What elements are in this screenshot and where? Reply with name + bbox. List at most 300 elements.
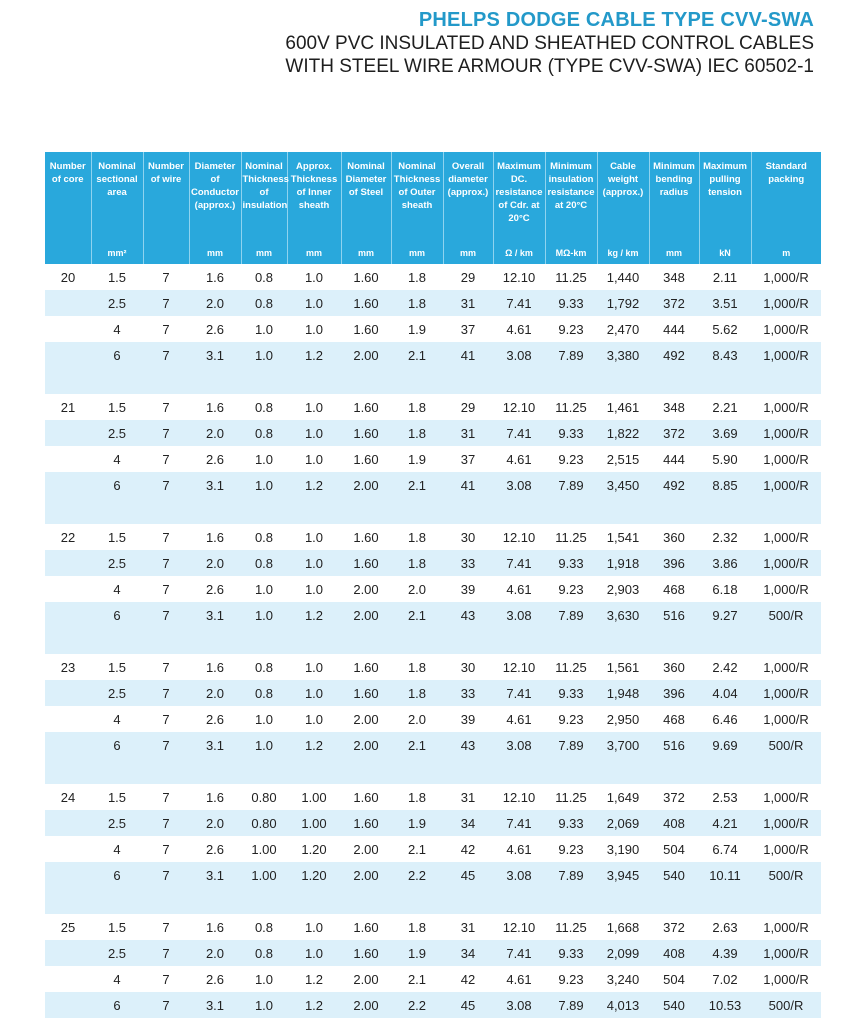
table-cell: 3.1 xyxy=(189,472,241,498)
table-row xyxy=(45,966,821,992)
table-cell: 33 xyxy=(443,550,493,576)
table-cell: 2.00 xyxy=(341,732,391,758)
table-cell: 4 xyxy=(91,446,143,472)
table-cell: 7 xyxy=(143,706,189,732)
core-count-cell xyxy=(45,576,91,602)
table-cell: 4.61 xyxy=(493,706,545,732)
core-count-cell xyxy=(45,316,91,342)
table-cell: 1,792 xyxy=(597,290,649,316)
table-cell: 1,000/R xyxy=(751,524,821,550)
table-cell: 2.0 xyxy=(391,576,443,602)
table-row xyxy=(45,914,821,940)
table-cell: 1.0 xyxy=(241,732,287,758)
table-cell: 41 xyxy=(443,342,493,368)
table-cell: 3.1 xyxy=(189,992,241,1018)
table-cell: 2.11 xyxy=(699,264,751,290)
table-cell: 2.1 xyxy=(391,836,443,862)
group-spacer-row xyxy=(45,368,821,394)
table-cell: 0.8 xyxy=(241,940,287,966)
column-header: Minimum insulation resistance at 20°C xyxy=(545,152,597,242)
table-cell: 7 xyxy=(143,680,189,706)
table-cell: 1.6 xyxy=(189,394,241,420)
table-cell: 4 xyxy=(91,576,143,602)
table-cell: 492 xyxy=(649,342,699,368)
table-cell: 0.8 xyxy=(241,264,287,290)
table-cell: 492 xyxy=(649,472,699,498)
table-cell: 396 xyxy=(649,680,699,706)
table-cell: 7.41 xyxy=(493,940,545,966)
table-cell: 7 xyxy=(143,992,189,1018)
table-cell: 6 xyxy=(91,992,143,1018)
table-cell: 372 xyxy=(649,420,699,446)
table-cell: 1.6 xyxy=(189,524,241,550)
table-cell: 3.08 xyxy=(493,732,545,758)
table-row xyxy=(45,264,821,290)
core-count-cell: 21 xyxy=(45,394,91,420)
column-unit: kN xyxy=(699,242,751,264)
column-unit: Ω / km xyxy=(493,242,545,264)
table-cell: 2.1 xyxy=(391,472,443,498)
table-cell: 1,000/R xyxy=(751,264,821,290)
group-spacer-row xyxy=(45,628,821,654)
table-cell: 45 xyxy=(443,992,493,1018)
table-cell: 1.2 xyxy=(287,992,341,1018)
table-cell: 1,000/R xyxy=(751,290,821,316)
table-cell: 2.6 xyxy=(189,836,241,862)
table-row xyxy=(45,706,821,732)
table-cell: 7.89 xyxy=(545,472,597,498)
column-header: Nominal sectional area xyxy=(91,152,143,242)
table-cell: 7.41 xyxy=(493,680,545,706)
column-header: Cable weight (approx.) xyxy=(597,152,649,242)
table-cell: 1,000/R xyxy=(751,836,821,862)
table-cell: 516 xyxy=(649,732,699,758)
table-cell: 1,822 xyxy=(597,420,649,446)
table-cell: 1.8 xyxy=(391,550,443,576)
table-cell: 3.1 xyxy=(189,862,241,888)
table-cell: 10.11 xyxy=(699,862,751,888)
table-cell: 6 xyxy=(91,862,143,888)
core-count-cell xyxy=(45,992,91,1018)
table-cell: 1,000/R xyxy=(751,342,821,368)
table-cell: 2.00 xyxy=(341,992,391,1018)
table-cell: 30 xyxy=(443,654,493,680)
table-cell: 1,440 xyxy=(597,264,649,290)
table-cell: 1.60 xyxy=(341,940,391,966)
column-header: Maximum pulling tension xyxy=(699,152,751,242)
table-cell: 12.10 xyxy=(493,524,545,550)
table-cell: 6 xyxy=(91,732,143,758)
table-cell: 4,013 xyxy=(597,992,649,1018)
table-cell: 2.2 xyxy=(391,992,443,1018)
table-cell: 1.8 xyxy=(391,394,443,420)
column-unit: mm xyxy=(287,242,341,264)
table-cell: 7 xyxy=(143,732,189,758)
table-cell: 7 xyxy=(143,420,189,446)
table-cell: 12.10 xyxy=(493,264,545,290)
table-cell: 6.46 xyxy=(699,706,751,732)
table-cell: 2.0 xyxy=(189,680,241,706)
table-cell: 1.8 xyxy=(391,264,443,290)
table-row xyxy=(45,862,821,888)
table-cell: 1.9 xyxy=(391,446,443,472)
core-count-cell xyxy=(45,966,91,992)
table-cell: 1,000/R xyxy=(751,394,821,420)
table-cell: 6.74 xyxy=(699,836,751,862)
table-cell: 3,700 xyxy=(597,732,649,758)
table-row xyxy=(45,654,821,680)
table-cell: 4.61 xyxy=(493,966,545,992)
table-cell: 1.0 xyxy=(241,992,287,1018)
table-cell: 372 xyxy=(649,784,699,810)
table-cell: 4 xyxy=(91,706,143,732)
table-cell: 3.08 xyxy=(493,342,545,368)
table-cell: 2.5 xyxy=(91,290,143,316)
table-cell: 1.5 xyxy=(91,654,143,680)
table-cell: 1.00 xyxy=(287,810,341,836)
table-cell: 3,630 xyxy=(597,602,649,628)
table-cell: 408 xyxy=(649,940,699,966)
table-cell: 2.42 xyxy=(699,654,751,680)
table-cell: 2.1 xyxy=(391,342,443,368)
table-cell: 11.25 xyxy=(545,914,597,940)
table-cell: 2.6 xyxy=(189,706,241,732)
table-cell: 7 xyxy=(143,342,189,368)
table-cell: 4.21 xyxy=(699,810,751,836)
table-row xyxy=(45,550,821,576)
table-row xyxy=(45,524,821,550)
table-cell: 360 xyxy=(649,654,699,680)
table-row xyxy=(45,576,821,602)
core-count-cell: 22 xyxy=(45,524,91,550)
table-cell: 1.60 xyxy=(341,264,391,290)
table-cell: 1.60 xyxy=(341,524,391,550)
table-cell: 3.08 xyxy=(493,472,545,498)
table-cell: 10.53 xyxy=(699,992,751,1018)
table-cell: 9.69 xyxy=(699,732,751,758)
column-unit: mm xyxy=(391,242,443,264)
table-cell: 2.6 xyxy=(189,446,241,472)
table-cell: 12.10 xyxy=(493,914,545,940)
table-cell: 1.2 xyxy=(287,472,341,498)
column-header: Nominal Thickness of insulation xyxy=(241,152,287,242)
table-cell: 1,561 xyxy=(597,654,649,680)
table-cell: 1.0 xyxy=(241,706,287,732)
table-cell: 7 xyxy=(143,524,189,550)
table-cell: 2.00 xyxy=(341,862,391,888)
table-cell: 4 xyxy=(91,316,143,342)
table-cell: 1.0 xyxy=(287,290,341,316)
table-row xyxy=(45,472,821,498)
table-cell: 500/R xyxy=(751,992,821,1018)
table-cell: 31 xyxy=(443,420,493,446)
table-cell: 1.8 xyxy=(391,420,443,446)
table-cell: 500/R xyxy=(751,862,821,888)
core-count-cell: 23 xyxy=(45,654,91,680)
table-cell: 372 xyxy=(649,914,699,940)
table-cell: 1,000/R xyxy=(751,784,821,810)
column-unit: mm xyxy=(341,242,391,264)
table-cell: 4.61 xyxy=(493,576,545,602)
column-unit xyxy=(143,242,189,264)
table-cell: 7 xyxy=(143,316,189,342)
table-cell: 1,000/R xyxy=(751,940,821,966)
table-cell: 43 xyxy=(443,732,493,758)
table-cell: 1.6 xyxy=(189,784,241,810)
table-cell: 3.69 xyxy=(699,420,751,446)
table-cell: 540 xyxy=(649,862,699,888)
core-count-cell: 24 xyxy=(45,784,91,810)
table-cell: 1,000/R xyxy=(751,316,821,342)
table-cell: 1.00 xyxy=(241,836,287,862)
table-cell: 11.25 xyxy=(545,654,597,680)
table-cell: 500/R xyxy=(751,602,821,628)
table-cell: 1.8 xyxy=(391,680,443,706)
table-cell: 7 xyxy=(143,862,189,888)
table-cell: 1,000/R xyxy=(751,966,821,992)
table-cell: 31 xyxy=(443,290,493,316)
core-count-cell xyxy=(45,602,91,628)
header-unit-row xyxy=(45,242,821,264)
table-cell: 7.89 xyxy=(545,342,597,368)
table-cell: 1.20 xyxy=(287,862,341,888)
column-unit: mm xyxy=(189,242,241,264)
table-cell: 42 xyxy=(443,836,493,862)
table-cell: 7 xyxy=(143,290,189,316)
table-cell: 3.51 xyxy=(699,290,751,316)
table-cell: 1.60 xyxy=(341,316,391,342)
core-count-cell xyxy=(45,810,91,836)
table-header xyxy=(45,152,821,264)
table-cell: 360 xyxy=(649,524,699,550)
table-cell: 1.5 xyxy=(91,264,143,290)
table-cell: 2.1 xyxy=(391,732,443,758)
table-cell: 6.18 xyxy=(699,576,751,602)
table-cell: 1.5 xyxy=(91,784,143,810)
table-cell: 2,903 xyxy=(597,576,649,602)
table-cell: 2.63 xyxy=(699,914,751,940)
core-count-cell: 20 xyxy=(45,264,91,290)
table-cell: 2.5 xyxy=(91,550,143,576)
table-cell: 7 xyxy=(143,472,189,498)
table-cell: 3,380 xyxy=(597,342,649,368)
table-cell: 1.0 xyxy=(287,316,341,342)
table-cell: 1.60 xyxy=(341,810,391,836)
table-cell: 3,450 xyxy=(597,472,649,498)
table-cell: 7 xyxy=(143,264,189,290)
table-cell: 9.23 xyxy=(545,836,597,862)
column-header: Overall diameter (approx.) xyxy=(443,152,493,242)
page-title: PHELPS DODGE CABLE TYPE CVV-SWA xyxy=(418,9,814,31)
table-cell: 1,000/R xyxy=(751,472,821,498)
table-cell: 37 xyxy=(443,446,493,472)
table-cell: 4.61 xyxy=(493,836,545,862)
table-cell: 3.1 xyxy=(189,602,241,628)
table-cell: 9.23 xyxy=(545,446,597,472)
core-count-cell xyxy=(45,420,91,446)
core-count-cell xyxy=(45,446,91,472)
core-count-cell xyxy=(45,680,91,706)
table-cell: 0.80 xyxy=(241,810,287,836)
table-cell: 1.9 xyxy=(391,940,443,966)
table-cell: 29 xyxy=(443,394,493,420)
table-cell: 1.60 xyxy=(341,654,391,680)
table-cell: 1.0 xyxy=(287,550,341,576)
table-cell: 7 xyxy=(143,940,189,966)
spacer-cell xyxy=(45,498,821,524)
table-cell: 2.6 xyxy=(189,576,241,602)
table-cell: 7.41 xyxy=(493,290,545,316)
table-cell: 7.02 xyxy=(699,966,751,992)
table-row xyxy=(45,836,821,862)
table-cell: 9.23 xyxy=(545,706,597,732)
table-cell: 7.41 xyxy=(493,420,545,446)
table-cell: 1.8 xyxy=(391,290,443,316)
table-row xyxy=(45,342,821,368)
table-cell: 0.8 xyxy=(241,420,287,446)
table-cell: 2,950 xyxy=(597,706,649,732)
table-cell: 1.0 xyxy=(287,524,341,550)
column-header: Nominal Thickness of Outer sheath xyxy=(391,152,443,242)
table-cell: 1,000/R xyxy=(751,420,821,446)
table-cell: 2.5 xyxy=(91,940,143,966)
table-cell: 1.8 xyxy=(391,654,443,680)
table-cell: 7.89 xyxy=(545,732,597,758)
table-cell: 1.2 xyxy=(287,342,341,368)
table-cell: 2.1 xyxy=(391,602,443,628)
table-cell: 7 xyxy=(143,576,189,602)
table-cell: 7 xyxy=(143,914,189,940)
table-cell: 516 xyxy=(649,602,699,628)
table-cell: 4.39 xyxy=(699,940,751,966)
table-cell: 500/R xyxy=(751,732,821,758)
table-cell: 468 xyxy=(649,576,699,602)
table-cell: 1,000/R xyxy=(751,706,821,732)
table-cell: 0.8 xyxy=(241,654,287,680)
table-cell: 5.62 xyxy=(699,316,751,342)
table-cell: 34 xyxy=(443,810,493,836)
table-cell: 444 xyxy=(649,316,699,342)
table-cell: 1.6 xyxy=(189,264,241,290)
table-cell: 2.1 xyxy=(391,966,443,992)
table-cell: 444 xyxy=(649,446,699,472)
table-cell: 7.41 xyxy=(493,810,545,836)
table-cell: 9.33 xyxy=(545,810,597,836)
table-cell: 2.00 xyxy=(341,602,391,628)
table-cell: 2.6 xyxy=(189,316,241,342)
table-cell: 2.00 xyxy=(341,472,391,498)
table-cell: 39 xyxy=(443,576,493,602)
table-cell: 39 xyxy=(443,706,493,732)
table-cell: 6 xyxy=(91,342,143,368)
table-cell: 1.0 xyxy=(287,680,341,706)
table-cell: 45 xyxy=(443,862,493,888)
table-cell: 7 xyxy=(143,966,189,992)
table-cell: 7 xyxy=(143,394,189,420)
table-cell: 2.21 xyxy=(699,394,751,420)
table-cell: 1.0 xyxy=(241,316,287,342)
column-unit: mm² xyxy=(91,242,143,264)
core-count-cell: 25 xyxy=(45,914,91,940)
table-cell: 1.0 xyxy=(241,602,287,628)
table-cell: 4.04 xyxy=(699,680,751,706)
table-cell: 31 xyxy=(443,914,493,940)
column-header: Maximum DC. resistance of Cdr. at 20°C xyxy=(493,152,545,242)
table-cell: 7 xyxy=(143,810,189,836)
table-cell: 9.23 xyxy=(545,966,597,992)
table-cell: 31 xyxy=(443,784,493,810)
table-cell: 11.25 xyxy=(545,524,597,550)
table-cell: 1,541 xyxy=(597,524,649,550)
table-cell: 2.0 xyxy=(189,290,241,316)
column-unit: mm xyxy=(443,242,493,264)
table-cell: 2.53 xyxy=(699,784,751,810)
table-cell: 1.0 xyxy=(241,342,287,368)
table-cell: 1.60 xyxy=(341,446,391,472)
table-cell: 9.33 xyxy=(545,420,597,446)
table-cell: 1.60 xyxy=(341,420,391,446)
table-cell: 1.9 xyxy=(391,316,443,342)
table-row xyxy=(45,680,821,706)
table-cell: 42 xyxy=(443,966,493,992)
table-cell: 1,668 xyxy=(597,914,649,940)
table-cell: 540 xyxy=(649,992,699,1018)
table-cell: 1.0 xyxy=(241,966,287,992)
table-cell: 468 xyxy=(649,706,699,732)
table-cell: 8.43 xyxy=(699,342,751,368)
table-cell: 0.8 xyxy=(241,914,287,940)
table-cell: 2.00 xyxy=(341,836,391,862)
table-cell: 7.89 xyxy=(545,602,597,628)
table-cell: 29 xyxy=(443,264,493,290)
table-cell: 7.89 xyxy=(545,992,597,1018)
table-cell: 9.23 xyxy=(545,576,597,602)
column-header: Nominal Diameter of Steel xyxy=(341,152,391,242)
table-cell: 1,461 xyxy=(597,394,649,420)
table-row xyxy=(45,784,821,810)
table-cell: 3.08 xyxy=(493,602,545,628)
table-cell: 5.90 xyxy=(699,446,751,472)
table-cell: 2.0 xyxy=(189,550,241,576)
table-cell: 1.60 xyxy=(341,784,391,810)
table-cell: 348 xyxy=(649,264,699,290)
table-cell: 1,649 xyxy=(597,784,649,810)
table-row xyxy=(45,940,821,966)
table-cell: 1,948 xyxy=(597,680,649,706)
table-cell: 1.2 xyxy=(287,966,341,992)
table-cell: 2,099 xyxy=(597,940,649,966)
table-cell: 1,918 xyxy=(597,550,649,576)
column-unit: MΩ-km xyxy=(545,242,597,264)
table-cell: 408 xyxy=(649,810,699,836)
table-cell: 1.0 xyxy=(287,654,341,680)
core-count-cell xyxy=(45,290,91,316)
table-cell: 12.10 xyxy=(493,394,545,420)
table-cell: 3,190 xyxy=(597,836,649,862)
table-cell: 1.0 xyxy=(287,940,341,966)
table-cell: 3,240 xyxy=(597,966,649,992)
table-cell: 1.0 xyxy=(241,446,287,472)
table-cell: 2.2 xyxy=(391,862,443,888)
table-cell: 4.61 xyxy=(493,316,545,342)
table-cell: 1.9 xyxy=(391,810,443,836)
table-cell: 9.33 xyxy=(545,940,597,966)
core-count-cell xyxy=(45,342,91,368)
table-cell: 0.8 xyxy=(241,680,287,706)
table-cell: 41 xyxy=(443,472,493,498)
table-cell: 11.25 xyxy=(545,784,597,810)
table-cell: 1.60 xyxy=(341,914,391,940)
